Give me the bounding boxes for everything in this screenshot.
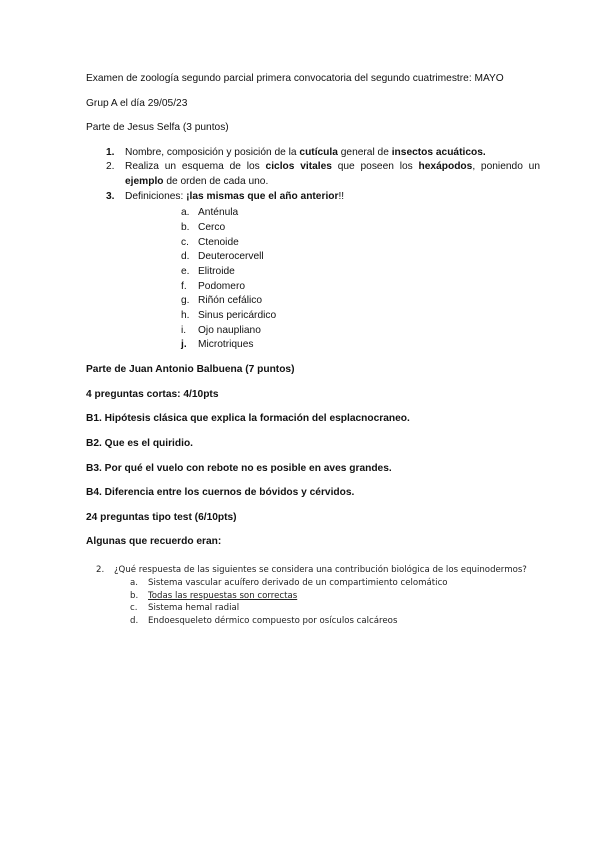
test-option — [86, 615, 540, 628]
definition-term: Riñón cefálico — [198, 295, 262, 307]
question-text: de orden de cada uno. — [163, 175, 269, 187]
option-text: Todas las respuestas son correctas — [148, 590, 298, 601]
option-text: Endoesqueleto dérmico compuesto por osículos calcáreos — [148, 616, 398, 627]
definition-item — [125, 206, 540, 221]
question-text: !! — [338, 190, 345, 202]
option-letter: c. — [130, 603, 138, 614]
option-letter: b. — [130, 590, 139, 601]
definition-item — [125, 221, 540, 236]
definition-term: Elitroide — [198, 265, 235, 277]
definition-item — [125, 294, 540, 309]
part1-question-1 — [86, 146, 540, 161]
part1-question-3 — [86, 190, 540, 354]
short-question-b1: B1. Hipótesis clásica que explica la formación del esplacnocraneo. — [86, 413, 410, 425]
definition-term: Sinus pericárdico — [198, 310, 277, 322]
short-question-b2: B2. Que es el quiridio. — [86, 437, 193, 449]
short-questions-heading: 4 preguntas cortas: 4/10pts — [86, 388, 219, 400]
definition-item — [125, 338, 540, 353]
definition-item — [125, 324, 540, 339]
test-option — [86, 602, 540, 615]
option-text: Sistema vascular acuífero derivado de un compartimiento celomático — [148, 577, 448, 588]
exam-title: Examen de zoología segundo parcial primera convocatoria del segundo cuatrimestre: MAYO — [86, 73, 504, 84]
exam-group-date: Grup A el día 29/05/23 — [86, 97, 188, 109]
test-option-correct — [86, 590, 540, 603]
test-questions-heading: 24 preguntas tipo test (6/10pts) — [86, 511, 237, 523]
test-question-number: 2. — [96, 564, 105, 575]
pasted-test-question — [86, 564, 540, 628]
definition-term: Podomero — [198, 280, 246, 292]
definition-letter: f. — [181, 280, 187, 292]
definition-letter: b. — [181, 221, 190, 233]
definition-term: Cerco — [198, 221, 226, 233]
question-text: que poseen los — [331, 161, 419, 173]
option-text: Sistema hemal radial — [148, 603, 240, 614]
definition-letter: e. — [181, 265, 190, 277]
question-keyword: cutícula — [299, 146, 338, 158]
question-number: 1. — [106, 146, 115, 158]
test-question-text: ¿Qué respuesta de las siguientes se considera una contribución biológica de los equinodermos? — [114, 564, 527, 575]
definition-item — [125, 309, 540, 324]
definition-term: Anténula — [198, 207, 239, 219]
question-number: 3. — [106, 190, 115, 202]
definition-term: Ojo naupliano — [198, 324, 261, 336]
question-keyword: ciclos vitales — [265, 161, 332, 173]
definition-term: Deuterocervell — [198, 251, 264, 263]
definition-item — [125, 250, 540, 265]
question-text: Definiciones: — [125, 190, 187, 202]
definition-term: Ctenoide — [198, 236, 239, 248]
definition-item — [125, 236, 540, 251]
option-letter: a. — [130, 577, 138, 588]
question-text: Nombre, composición y posición de la — [125, 146, 300, 158]
definition-letter: i. — [181, 324, 187, 336]
part1-heading: Parte de Jesus Selfa (3 puntos) — [86, 122, 229, 134]
definition-letter: a. — [181, 207, 190, 219]
question-keyword: ejemplo — [125, 175, 164, 187]
question-text: Realiza un esquema de los — [125, 161, 266, 173]
definition-letter: c. — [181, 236, 189, 248]
test-question-options — [86, 577, 540, 628]
definition-letter: h. — [181, 310, 190, 322]
remembered-questions-heading: Algunas que recuerdo eran: — [86, 536, 222, 548]
short-question-b3: B3. Por qué el vuelo con rebote no es posible en aves grandes. — [86, 462, 392, 474]
test-option — [86, 577, 540, 590]
option-letter: d. — [130, 616, 139, 627]
question-number: 2. — [106, 161, 115, 173]
definitions-list — [125, 206, 540, 353]
question-text: , poniendo un — [472, 161, 540, 173]
question-keyword: insectos acuáticos. — [391, 146, 486, 158]
short-question-b4: B4. Diferencia entre los cuernos de bóvidos y cérvidos. — [86, 487, 355, 499]
test-question — [86, 564, 540, 577]
definition-letter: d. — [181, 251, 190, 263]
question-text: general de — [337, 146, 392, 158]
definition-letter: g. — [181, 295, 190, 307]
definition-letter: j. — [181, 339, 187, 351]
definition-item — [125, 280, 540, 295]
part1-question-2 — [86, 160, 540, 189]
part2-heading: Parte de Juan Antonio Balbuena (7 puntos) — [86, 364, 295, 376]
question-keyword: hexápodos — [418, 161, 473, 173]
question-keyword: ¡las mismas que el año anterior — [186, 190, 339, 202]
part1-question-list — [86, 146, 540, 353]
definition-item — [125, 265, 540, 280]
definition-term: Microtriques — [198, 339, 254, 351]
